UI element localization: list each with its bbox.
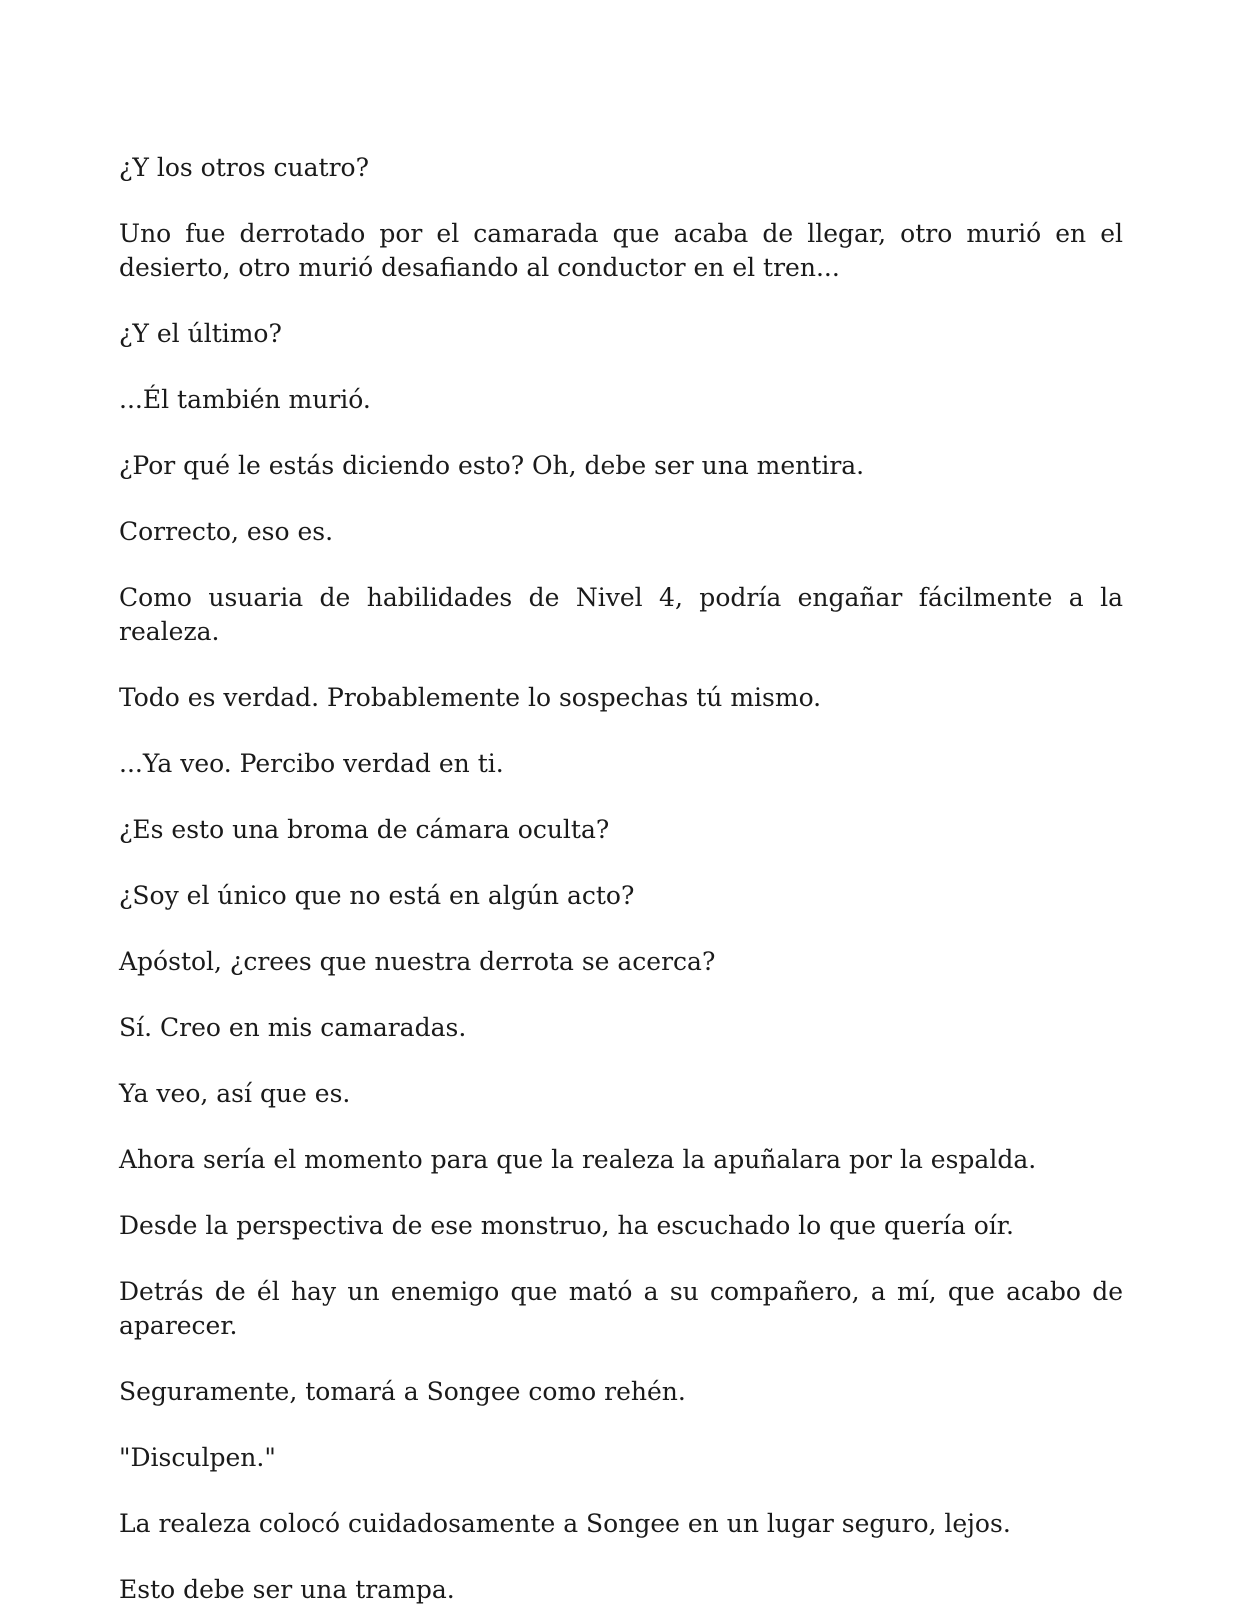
paragraph: Detrás de él hay un enemigo que mató a su compañero, a mí, que acabo de aparecer. (119, 1277, 1123, 1340)
paragraph: Apóstol, ¿crees que nuestra derrota se acerca? (119, 947, 716, 976)
paragraph: La realeza colocó cuidadosamente a Songee en un lugar seguro, lejos. (119, 1509, 1011, 1538)
paragraph: ¿Soy el único que no está en algún acto? (119, 881, 635, 910)
paragraph: ¿Y el último? (119, 319, 282, 348)
paragraph: Seguramente, tomará a Songee como rehén. (119, 1377, 686, 1406)
paragraph: Desde la perspectiva de ese monstruo, ha escuchado lo que quería oír. (119, 1211, 1014, 1240)
paragraph: Sí. Creo en mis camaradas. (119, 1013, 467, 1042)
paragraph: Uno fue derrotado por el camarada que acaba de llegar, otro murió en el desierto, otro murió desafiando al conductor en el tren... (119, 219, 1123, 282)
paragraph: ...Ya veo. Percibo verdad en ti. (119, 749, 504, 778)
document-body (119, 151, 1123, 1617)
paragraph: Esto debe ser una trampa. (119, 1575, 455, 1604)
paragraph: ¿Por qué le estás diciendo esto? Oh, debe ser una mentira. (119, 451, 865, 480)
paragraph: Ya veo, así que es. (119, 1079, 351, 1108)
paragraph: ¿Es esto una broma de cámara oculta? (119, 815, 610, 844)
paragraph: Ahora sería el momento para que la realeza la apuñalara por la espalda. (119, 1145, 1037, 1174)
paragraph: "Disculpen." (119, 1443, 276, 1472)
paragraph: Correcto, eso es. (119, 517, 334, 546)
paragraph: ...Él también murió. (119, 385, 371, 414)
paragraph: ¿Y los otros cuatro? (119, 153, 370, 182)
paragraph: Como usuaria de habilidades de Nivel 4, podría engañar fácilmente a la realeza. (119, 583, 1123, 646)
paragraph: Todo es verdad. Probablemente lo sospechas tú mismo. (119, 683, 822, 712)
